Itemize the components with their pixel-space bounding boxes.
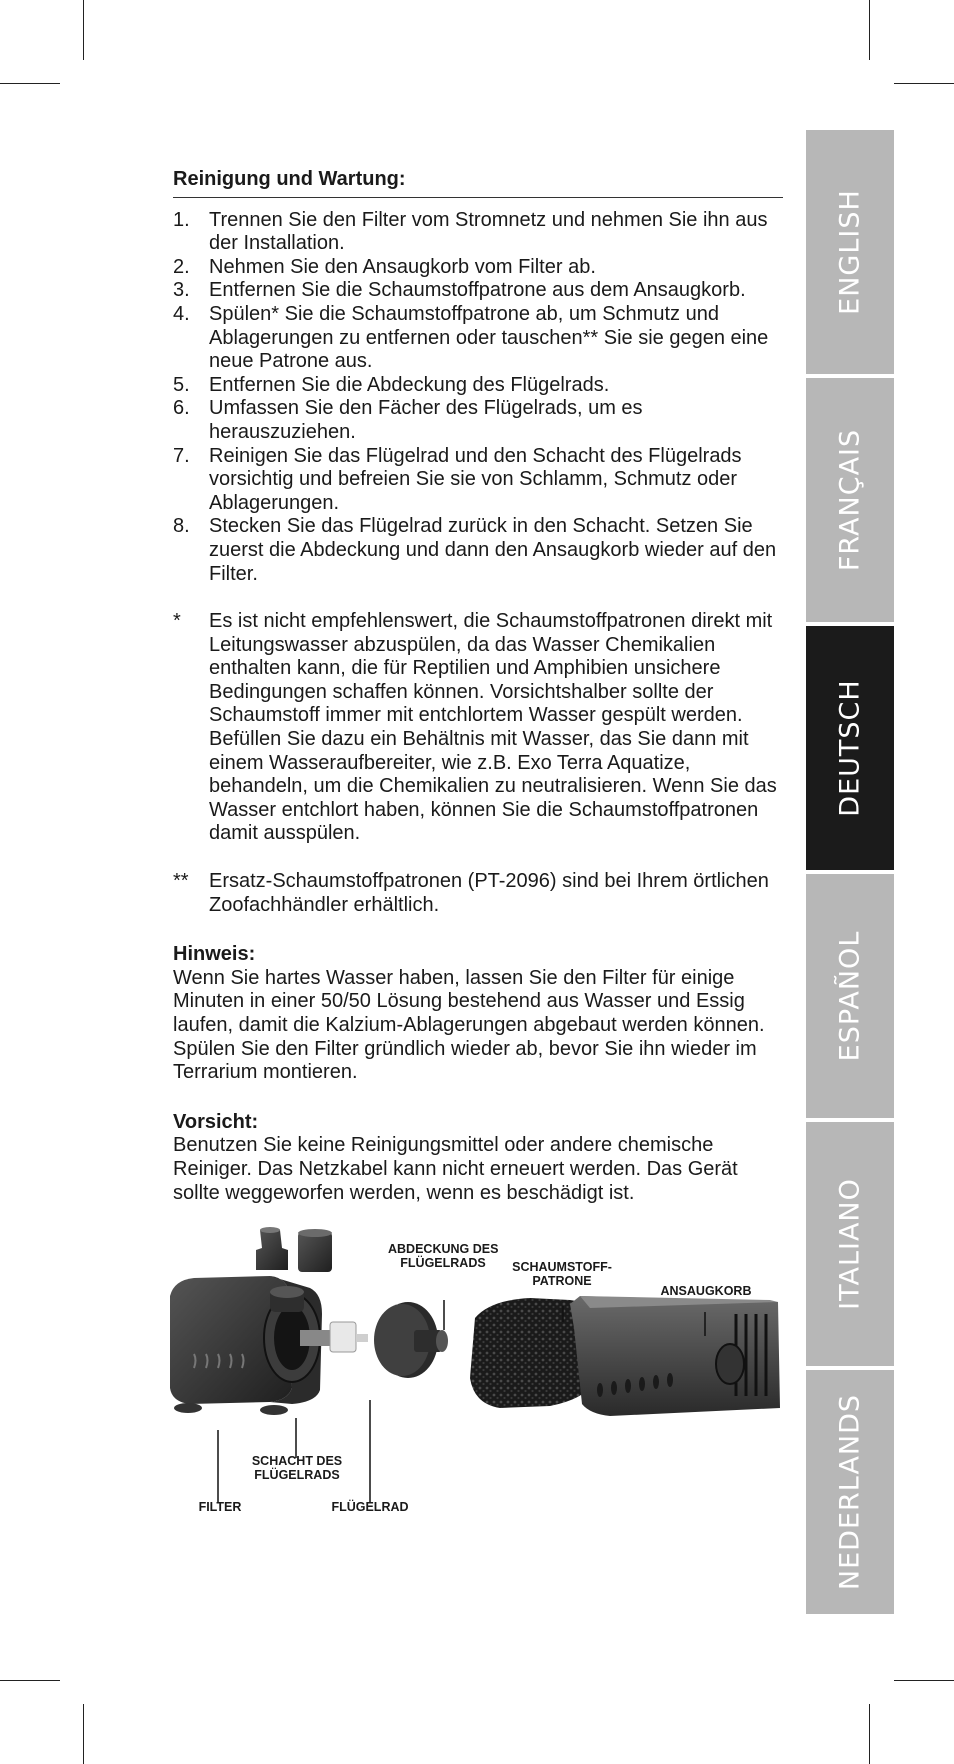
- steps-list: [173, 209, 783, 587]
- list-item: [173, 279, 783, 303]
- step-number: 7.: [173, 444, 190, 467]
- list-item: [173, 445, 783, 516]
- label-line: FILTER: [198, 1500, 242, 1514]
- vorsicht-section: [173, 1111, 783, 1205]
- crop-mark: [869, 1704, 870, 1764]
- step-text: Trennen Sie den Filter vom Stromnetz und nehmen Sie ihn aus der Installation.: [209, 208, 768, 255]
- tab-label: ESPAÑOL: [834, 930, 866, 1062]
- title-rule: [173, 197, 783, 198]
- label-intake-basket: [656, 1284, 756, 1298]
- tab-label: ITALIANO: [834, 1178, 866, 1310]
- step-text: Entfernen Sie die Schaumstoffpatrone aus dem Ansaugkorb.: [209, 279, 746, 302]
- step-number: 6.: [173, 397, 190, 420]
- tab-espanol[interactable]: [806, 874, 894, 1118]
- hinweis-text: Wenn Sie hartes Wasser haben, lassen Sie den Filter für einige Minuten in einer 50/50 Lösung bestehend aus Wasser und Essig laufen, damit die Kalzium-Ablagerungen abgebaut werden können. Spülen Sie den Filter gründlich wieder ab, bevor Sie ihn wieder im Terrarium montieren.: [173, 966, 765, 1084]
- label-line: ANSAUGKORB: [660, 1284, 752, 1298]
- filter-diagram: [170, 1218, 790, 1518]
- tab-italiano[interactable]: [806, 1122, 894, 1366]
- tab-francais[interactable]: [806, 378, 894, 622]
- list-item: [173, 374, 783, 398]
- step-text: Spülen* Sie die Schaumstoffpatrone ab, um Schmutz und Ablagerungen zu entfernen oder tauschen** Sie sie gegen eine neue Patrone aus.: [209, 302, 769, 373]
- step-number: 1.: [173, 208, 190, 231]
- hinweis-title: Hinweis:: [173, 943, 256, 966]
- tab-label: ENGLISH: [834, 189, 866, 315]
- label-line: SCHAUMSTOFF-: [512, 1260, 612, 1274]
- footnote: [173, 610, 783, 846]
- footnote-text: Ersatz-Schaumstoffpatronen (PT-2096) sind bei Ihrem örtlichen Zoofachhändler erhältlich.: [209, 870, 769, 916]
- footnote-mark: **: [173, 870, 189, 893]
- label-foam-cartridge: [510, 1260, 614, 1288]
- label-filter: [190, 1500, 250, 1514]
- step-number: 4.: [173, 302, 190, 325]
- tab-english[interactable]: [806, 130, 894, 374]
- footnote-text: Es ist nicht empfehlenswert, die Schaumstoffpatronen direkt mit Leitungswasser abzuspülen, da das Wasser Chemikalien enthalten kann, die für Reptilien und Amphibien unsichere Bedingungen schaffen können. Vorsichtshalber sollte der Schaumstoff immer mit entchlortem Wasser gespült werden. Befüllen Sie dazu ein Behältnis mit Wasser, das Sie dann mit einem Wasseraufbereiter, wie z.B. Exo Terra Aquatize, behandeln, um die Chemikalien zu neutralisieren. Wenn Sie das Wasser entchlort haben, können Sie die Schaumstoffpatronen damit ausspülen.: [209, 610, 777, 845]
- step-text: Stecken Sie das Flügelrad zurück in den Schacht. Setzen Sie zuerst die Abdeckung und dann den Ansaugkorb wieder auf den Filter.: [209, 515, 777, 585]
- crop-mark: [894, 83, 954, 84]
- step-text: Entfernen Sie die Abdeckung des Flügelrads.: [209, 373, 610, 396]
- list-item: [173, 515, 783, 586]
- vorsicht-text: Benutzen Sie keine Reinigungsmittel oder andere chemische Reiniger. Das Netzkabel kann nicht erneuert werden. Das Gerät sollte weggeworfen werden, wenn es beschädigt ist.: [173, 1134, 738, 1204]
- section-title: Reinigung und Wartung:: [173, 168, 406, 190]
- label-line: FLÜGELRADS: [400, 1256, 486, 1270]
- list-item: [173, 209, 783, 256]
- crop-mark: [0, 1680, 60, 1681]
- list-item: [173, 397, 783, 444]
- tab-nederlands[interactable]: [806, 1370, 894, 1614]
- language-tabs: [806, 130, 894, 1618]
- step-number: 3.: [173, 279, 190, 302]
- tab-label: NEDERLANDS: [834, 1393, 866, 1591]
- footnote-mark: *: [173, 610, 181, 633]
- label-line: FLÜGELRADS: [254, 1468, 340, 1482]
- hinweis-section: [173, 943, 783, 1085]
- label-impeller: [330, 1500, 410, 1514]
- crop-mark: [83, 1704, 84, 1764]
- step-text: Umfassen Sie den Fächer des Flügelrads, um es herauszuziehen.: [209, 397, 643, 443]
- crop-mark: [894, 1680, 954, 1681]
- label-line: FLÜGELRAD: [331, 1500, 409, 1514]
- tab-label: FRANÇAIS: [834, 428, 866, 572]
- tab-label: DEUTSCH: [834, 679, 866, 817]
- label-impeller-cover: [388, 1242, 498, 1270]
- label-line: ABDECKUNG DES: [388, 1242, 499, 1256]
- label-line: SCHACHT DES: [251, 1454, 343, 1468]
- label-line: PATRONE: [532, 1274, 592, 1288]
- list-item: [173, 256, 783, 280]
- step-number: 2.: [173, 255, 190, 278]
- list-item: [173, 303, 783, 374]
- crop-mark: [0, 83, 60, 84]
- vorsicht-title: Vorsicht:: [173, 1110, 259, 1133]
- step-number: 8.: [173, 515, 190, 538]
- footnote: [173, 870, 783, 917]
- step-text: Reinigen Sie das Flügelrad und den Schacht des Flügelrads vorsichtig und befreien Sie sie von Schlamm, Schmutz oder Ablagerungen.: [209, 444, 742, 514]
- crop-mark: [869, 0, 870, 60]
- label-impeller-shaft: [242, 1454, 352, 1482]
- manual-content: [173, 168, 783, 1205]
- tab-deutsch[interactable]: [806, 626, 894, 870]
- step-number: 5.: [173, 373, 190, 396]
- crop-mark: [83, 0, 84, 60]
- step-text: Nehmen Sie den Ansaugkorb vom Filter ab.: [209, 255, 596, 278]
